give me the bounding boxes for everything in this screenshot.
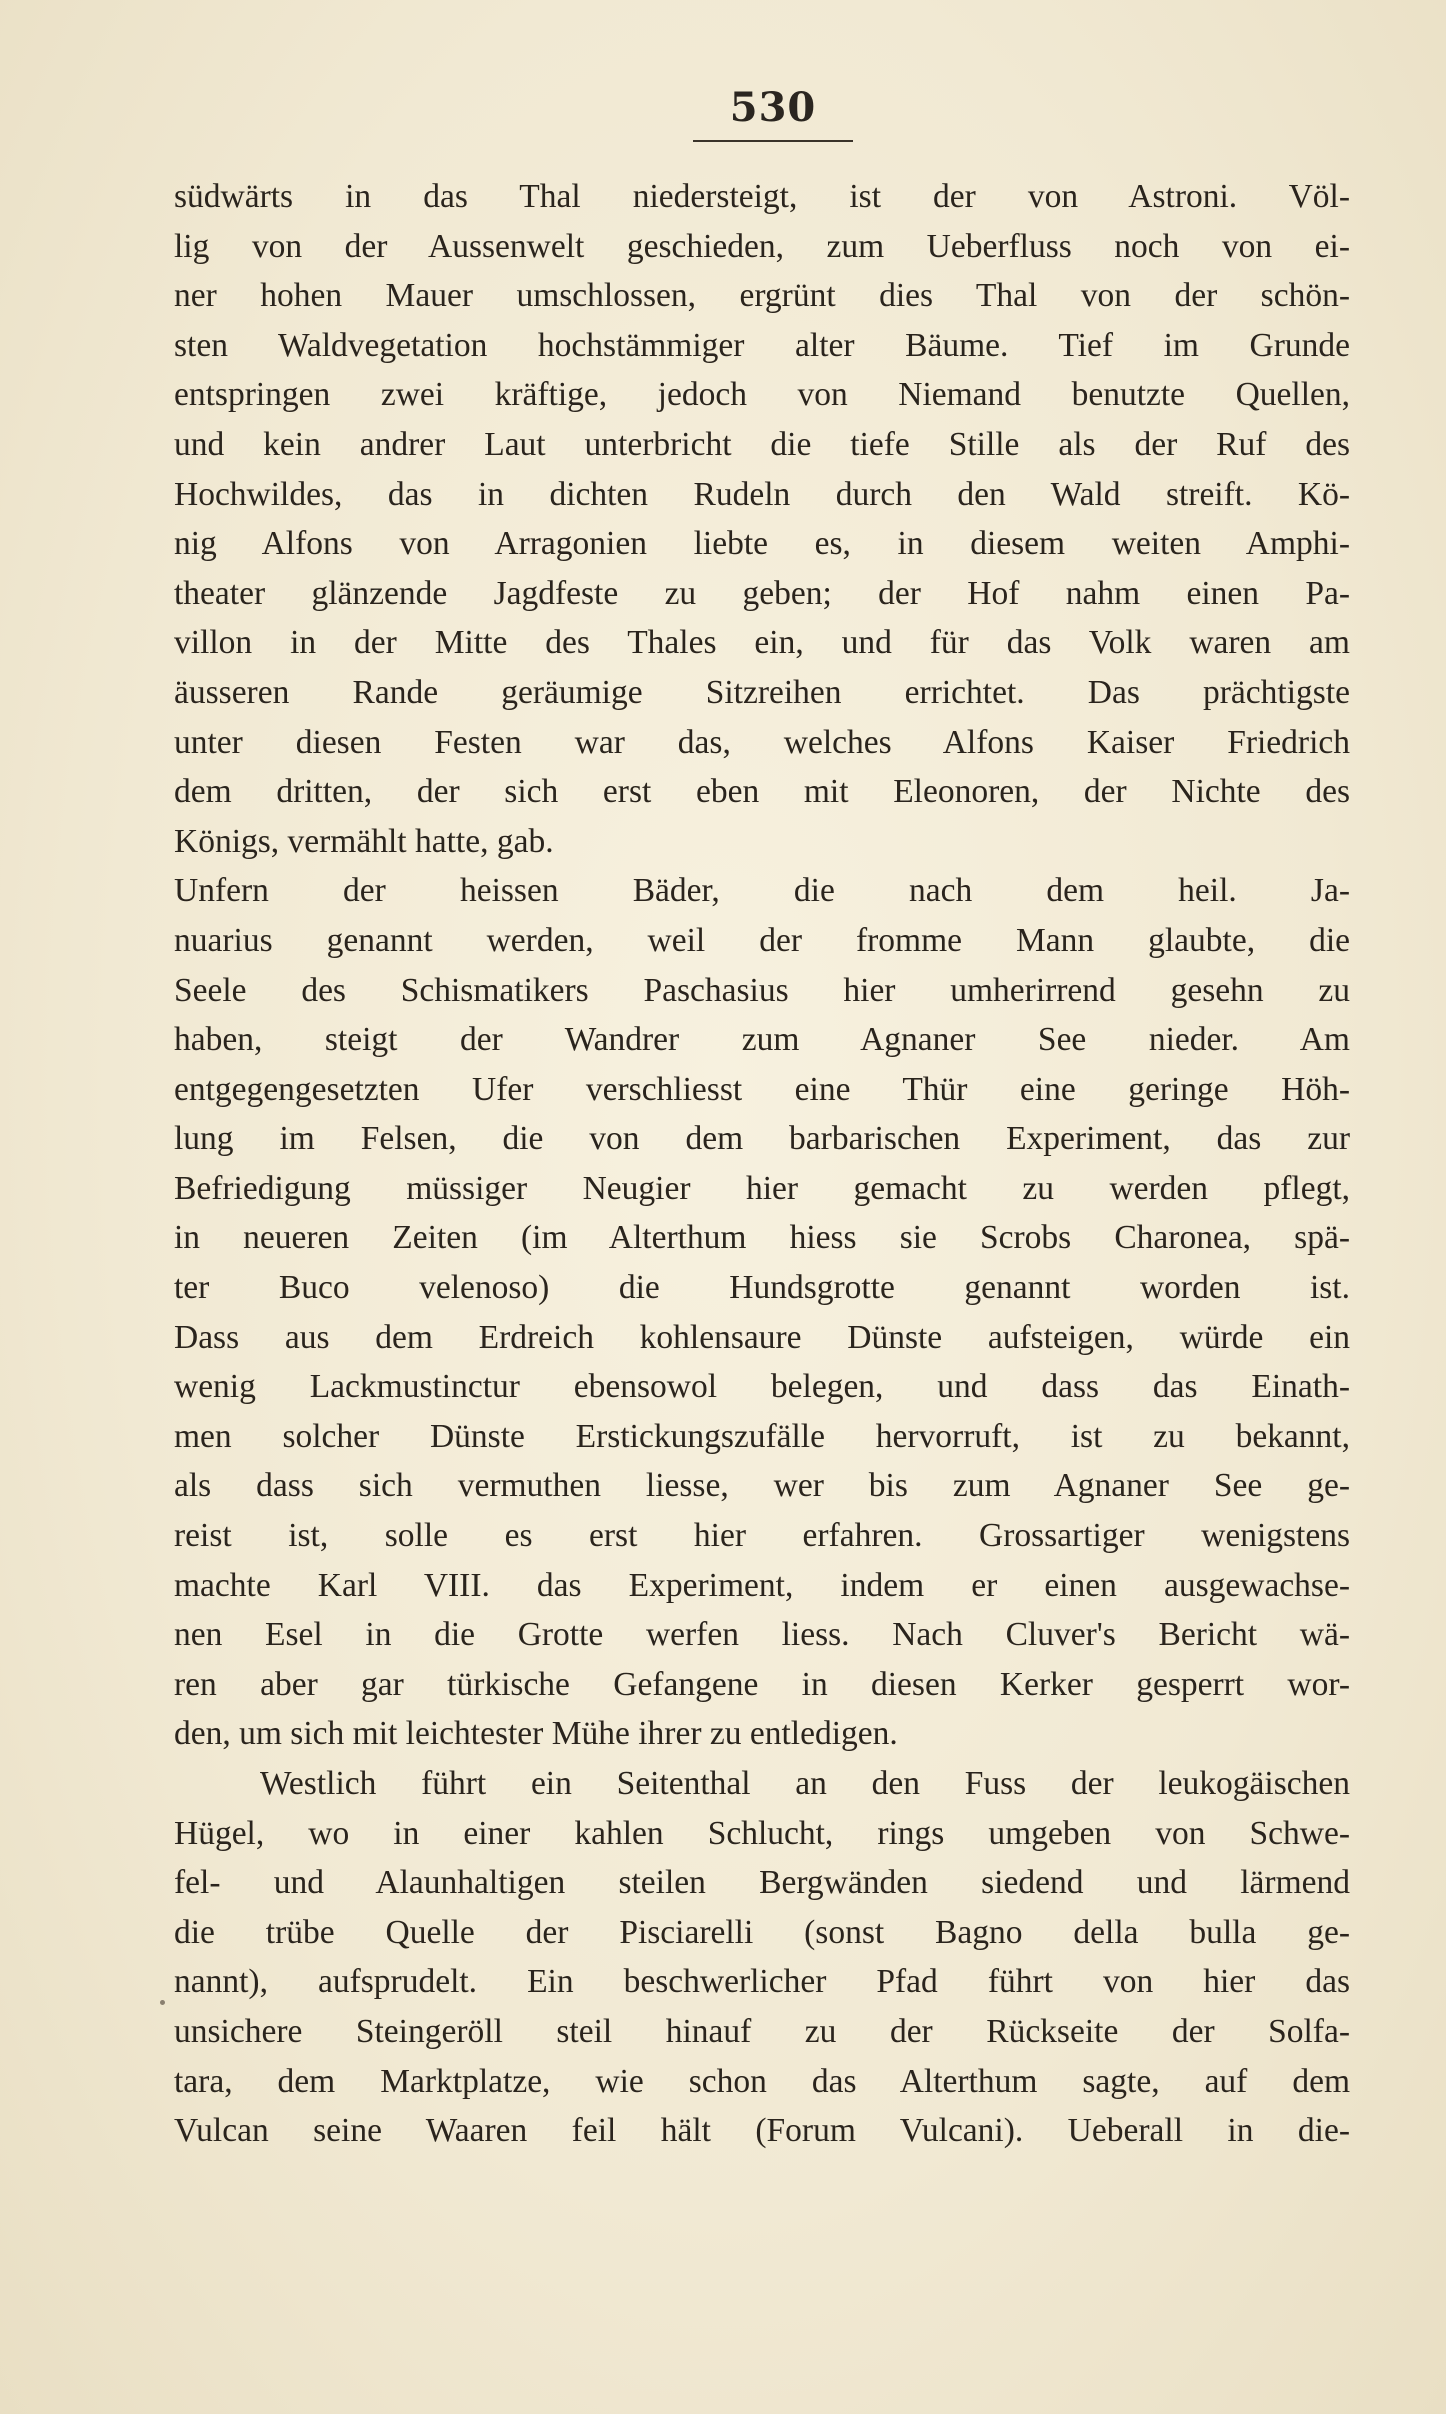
text-line: lig von der Aussenwelt geschieden, zum Ueberfluss noch von ei-	[174, 227, 1350, 265]
text-line: Seele des Schismatikers Paschasius hier umherirrend gesehn zu	[174, 971, 1350, 1009]
text-line: theater glänzende Jagdfeste zu geben; der Hof nahm einen Pa-	[174, 574, 1350, 612]
text-line: nig Alfons von Arragonien liebte es, in diesem weiten Amphi-	[174, 525, 1350, 563]
text-line: ner hohen Mauer umschlossen, ergrünt dies Thal von der schön-	[174, 277, 1350, 315]
text-line: in neueren Zeiten (im Alterthum hiess sie Scrobs Charonea, spä-	[174, 1219, 1350, 1257]
page-number: 530	[729, 84, 817, 131]
paragraph-end-line: Königs, vermählt hatte, gab.	[174, 822, 554, 860]
body-text	[174, 172, 1350, 2156]
paragraph-end-line: den, um sich mit leichtester Mühe ihrer zu entledigen.	[174, 1715, 898, 1753]
text-line: Dass aus dem Erdreich kohlensaure Dünste aufsteigen, würde ein	[174, 1318, 1350, 1356]
margin-mark	[160, 2000, 165, 2005]
text-line: ter Buco velenoso) die Hundsgrotte genannt worden ist.	[174, 1269, 1350, 1307]
text-line: Unfern der heissen Bäder, die nach dem heil. Ja-	[174, 872, 1350, 910]
text-line: nannt), aufsprudelt. Ein beschwerlicher Pfad führt von hier das	[174, 1963, 1350, 2001]
text-line: tara, dem Marktplatze, wie schon das Alterthum sagte, auf dem	[174, 2062, 1350, 2100]
text-line: villon in der Mitte des Thales ein, und für das Volk waren am	[174, 624, 1350, 662]
text-line: und kein andrer Laut unterbricht die tiefe Stille als der Ruf des	[174, 425, 1350, 463]
text-line: Befriedigung müssiger Neugier hier gemacht zu werden pflegt,	[174, 1169, 1350, 1207]
text-line: sten Waldvegetation hochstämmiger alter Bäume. Tief im Grunde	[174, 326, 1350, 364]
text-line: die trübe Quelle der Pisciarelli (sonst Bagno della bulla ge-	[174, 1913, 1350, 1951]
text-line: lung im Felsen, die von dem barbarischen Experiment, das zur	[174, 1120, 1350, 1158]
text-line: südwärts in das Thal niedersteigt, ist der von Astroni. Völ-	[174, 178, 1350, 215]
text-line: Vulcan seine Waaren feil hält (Forum Vulcani). Ueberall in die-	[174, 2112, 1350, 2150]
text-line: wenig Lackmustinctur ebensowol belegen, und dass das Einath-	[174, 1368, 1350, 1406]
text-line: unter diesen Festen war das, welches Alfons Kaiser Friedrich	[174, 723, 1350, 761]
text-line: men solcher Dünste Erstickungszufälle hervorruft, ist zu bekannt,	[174, 1417, 1350, 1455]
text-line: Hügel, wo in einer kahlen Schlucht, rings umgeben von Schwe-	[174, 1814, 1350, 1852]
text-line: dem dritten, der sich erst eben mit Eleonoren, der Nichte des	[174, 773, 1350, 811]
text-line: als dass sich vermuthen liesse, wer bis zum Agnaner See ge-	[174, 1467, 1350, 1505]
text-line: fel- und Alaunhaltigen steilen Bergwänden siedend und lärmend	[174, 1864, 1350, 1902]
paragraph-start-line: Westlich führt ein Seitenthal an den Fuss der leukogäischen	[260, 1765, 1350, 1802]
text-line: unsichere Steingeröll steil hinauf zu der Rückseite der Solfa-	[174, 2012, 1350, 2050]
text-line: entspringen zwei kräftige, jedoch von Niemand benutzte Quellen,	[174, 376, 1350, 414]
text-line: nuarius genannt werden, weil der fromme Mann glaubte, die	[174, 921, 1350, 959]
text-line: Hochwildes, das in dichten Rudeln durch den Wald streift. Kö-	[174, 475, 1350, 513]
page-number-rule	[693, 140, 853, 142]
text-line: reist ist, solle es erst hier erfahren. Grossartiger wenigstens	[174, 1517, 1350, 1555]
text-line: nen Esel in die Grotte werfen liess. Nach Cluver's Bericht wä-	[174, 1616, 1350, 1654]
text-line: entgegengesetzten Ufer verschliesst eine Thür eine geringe Höh-	[174, 1070, 1350, 1108]
text-line: haben, steigt der Wandrer zum Agnaner See nieder. Am	[174, 1021, 1350, 1059]
text-line: machte Karl VIII. das Experiment, indem er einen ausgewachse-	[174, 1566, 1350, 1604]
text-line: ren aber gar türkische Gefangene in diesen Kerker gesperrt wor-	[174, 1665, 1350, 1703]
text-line: äusseren Rande geräumige Sitzreihen errichtet. Das prächtigste	[174, 673, 1350, 711]
